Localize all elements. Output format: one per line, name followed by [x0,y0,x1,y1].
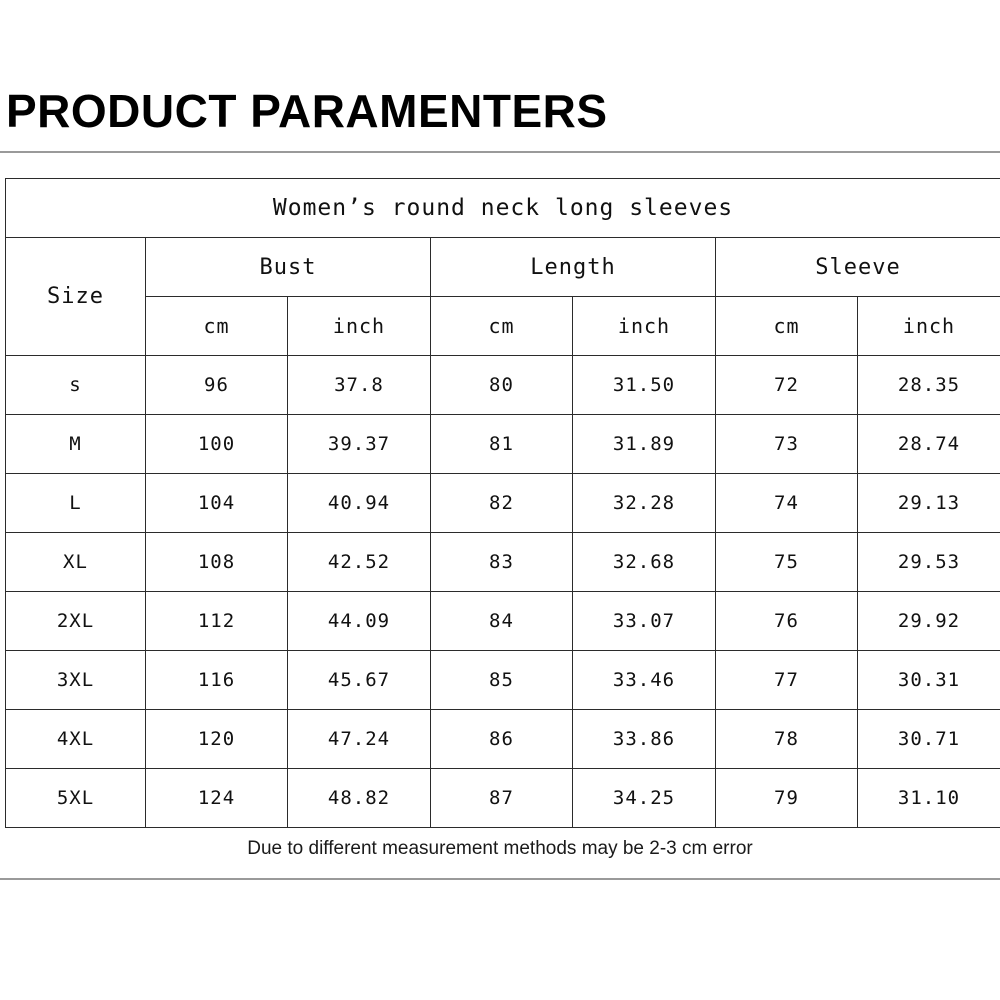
cell-length-cm: 86 [431,710,573,769]
cell-sleeve-cm: 76 [716,592,858,651]
footer-divider [0,878,1000,880]
cell-bust-cm: 116 [146,651,288,710]
table-row [6,356,1000,415]
cell-length-cm: 83 [431,533,573,592]
cell-bust-inch: 44.09 [288,592,431,651]
row-size: 2XL [6,592,146,651]
table-row [6,651,1000,710]
header-sleeve: Sleeve [716,238,1000,297]
cell-bust-inch: 48.82 [288,769,431,828]
page-title: PRODUCT PARAMENTERS [6,85,608,137]
cell-length-inch: 32.28 [573,474,716,533]
cell-sleeve-inch: 29.13 [858,474,1000,533]
row-size: 3XL [6,651,146,710]
row-size: s [6,356,146,415]
header-length-cm: cm [431,297,573,356]
cell-sleeve-cm: 73 [716,415,858,474]
table-row [6,474,1000,533]
cell-bust-inch: 40.94 [288,474,431,533]
table-row [6,415,1000,474]
size-chart-table [5,178,1000,828]
cell-sleeve-inch: 31.10 [858,769,1000,828]
row-size: XL [6,533,146,592]
cell-sleeve-inch: 28.35 [858,356,1000,415]
cell-length-cm: 87 [431,769,573,828]
cell-bust-cm: 104 [146,474,288,533]
cell-length-inch: 31.50 [573,356,716,415]
cell-bust-cm: 108 [146,533,288,592]
row-size: 4XL [6,710,146,769]
cell-length-inch: 34.25 [573,769,716,828]
cell-bust-inch: 45.67 [288,651,431,710]
cell-length-cm: 82 [431,474,573,533]
title-divider [0,151,1000,153]
header-size: Size [6,238,146,356]
cell-bust-inch: 37.8 [288,356,431,415]
cell-length-inch: 33.46 [573,651,716,710]
header-bust-inch: inch [288,297,431,356]
cell-length-cm: 85 [431,651,573,710]
cell-bust-cm: 96 [146,356,288,415]
cell-length-cm: 80 [431,356,573,415]
cell-bust-inch: 42.52 [288,533,431,592]
row-size: M [6,415,146,474]
cell-sleeve-cm: 75 [716,533,858,592]
cell-length-cm: 81 [431,415,573,474]
cell-sleeve-inch: 30.71 [858,710,1000,769]
table-row [6,710,1000,769]
cell-length-inch: 31.89 [573,415,716,474]
table-row [6,533,1000,592]
header-length-inch: inch [573,297,716,356]
header-length: Length [431,238,716,297]
header-bust: Bust [146,238,431,297]
cell-bust-cm: 100 [146,415,288,474]
cell-sleeve-cm: 74 [716,474,858,533]
cell-sleeve-inch: 29.92 [858,592,1000,651]
cell-sleeve-inch: 30.31 [858,651,1000,710]
size-chart-container [5,178,995,828]
cell-bust-cm: 112 [146,592,288,651]
cell-length-inch: 33.86 [573,710,716,769]
table-caption: Women’s round neck long sleeves [6,179,1000,238]
row-size: 5XL [6,769,146,828]
header-sleeve-inch: inch [858,297,1000,356]
cell-bust-cm: 120 [146,710,288,769]
cell-sleeve-cm: 79 [716,769,858,828]
table-row [6,592,1000,651]
measurement-note: Due to different measurement methods may be 2-3 cm error [247,838,753,859]
cell-sleeve-inch: 29.53 [858,533,1000,592]
cell-sleeve-cm: 78 [716,710,858,769]
cell-sleeve-inch: 28.74 [858,415,1000,474]
row-size: L [6,474,146,533]
table-group-header-row [6,238,1000,297]
cell-bust-inch: 39.37 [288,415,431,474]
cell-length-inch: 33.07 [573,592,716,651]
cell-length-cm: 84 [431,592,573,651]
table-unit-header-row [6,297,1000,356]
table-caption-row [6,179,1000,238]
cell-sleeve-cm: 77 [716,651,858,710]
cell-sleeve-cm: 72 [716,356,858,415]
cell-bust-inch: 47.24 [288,710,431,769]
table-row [6,769,1000,828]
header-bust-cm: cm [146,297,288,356]
cell-bust-cm: 124 [146,769,288,828]
header-sleeve-cm: cm [716,297,858,356]
cell-length-inch: 32.68 [573,533,716,592]
